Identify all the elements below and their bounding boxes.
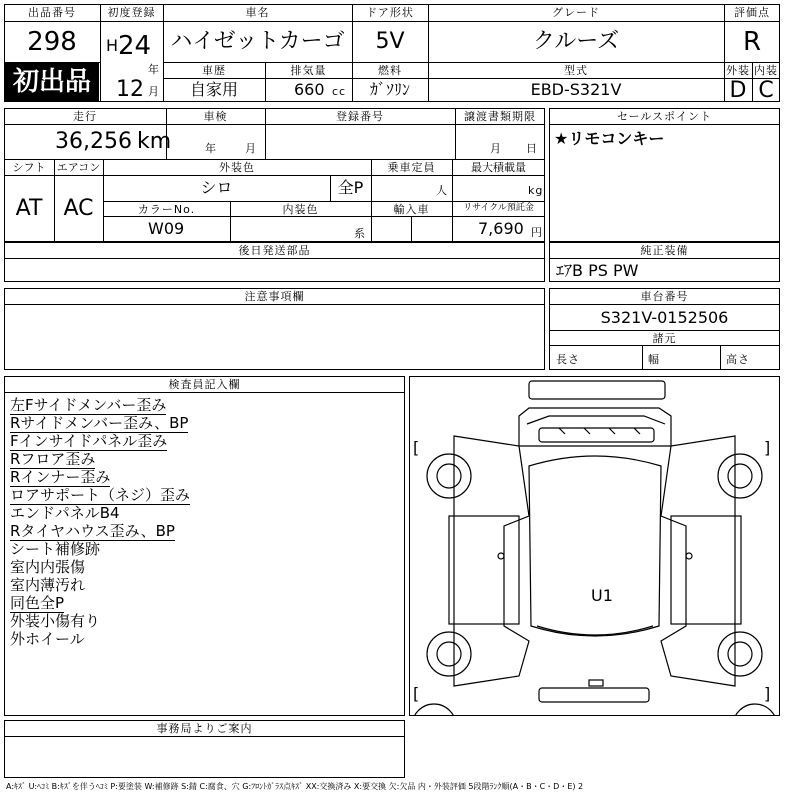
grade-label: グレード: [552, 6, 600, 19]
door-label: ドア形状: [366, 6, 414, 19]
divider: [4, 258, 545, 259]
divider: [549, 345, 780, 346]
model: EBD-S321V: [530, 80, 622, 99]
max-load-unit: kg: [528, 184, 544, 197]
sales-point: ★リモコンキー: [554, 129, 665, 148]
divider: [549, 304, 780, 305]
year-unit: 年: [148, 63, 160, 76]
capacity-label: 乗車定員: [387, 161, 436, 174]
remark-item: シート補修跡: [10, 540, 101, 558]
lot-no-label: 出品番号: [28, 6, 76, 19]
ext-color: シロ: [200, 178, 233, 197]
divider: [103, 201, 545, 202]
grade: クルーズ: [532, 29, 620, 54]
divider: [4, 124, 545, 125]
divider: [103, 216, 545, 217]
divider: [4, 392, 405, 393]
history-label: 車歴: [202, 64, 226, 77]
displacement: 660: [294, 80, 325, 99]
month-unit: 月: [148, 85, 160, 98]
first-reg-label: 初度登録: [107, 6, 156, 19]
color-no: W09: [148, 219, 185, 238]
remark-item: エンドパネルB4: [10, 504, 120, 522]
color-no-label: カラーNo.: [137, 203, 196, 216]
shift: AT: [15, 196, 43, 221]
inspector-label: 検査員記入欄: [168, 378, 241, 391]
width-label: 幅: [648, 353, 660, 366]
remark-item: Rサイドメンバー歪み、BP: [10, 414, 189, 432]
length-label: 長さ: [556, 353, 580, 366]
divider: [549, 330, 780, 331]
divider: [4, 175, 545, 176]
displacement-label: 排気量: [290, 64, 327, 77]
shift-label: シフト: [12, 161, 46, 174]
divider: [100, 4, 101, 102]
history: 自家用: [189, 80, 238, 99]
car-diagram: [409, 376, 780, 716]
recycle-fee: 7,690: [478, 219, 524, 238]
reg-no-label: 登録番号: [336, 110, 384, 123]
car-name: ハイゼットカーゴ: [170, 29, 345, 54]
bracket-right: ]: [764, 438, 771, 457]
capacity-unit: 人: [436, 184, 448, 197]
divider: [720, 345, 721, 370]
interior-label: 内装: [754, 64, 778, 77]
dimensions-label: 諸元: [652, 332, 677, 345]
divider: [163, 62, 780, 63]
reg-month: 12: [116, 77, 144, 102]
bracket-left: [: [413, 438, 420, 457]
ac: AC: [63, 196, 94, 221]
divider: [4, 736, 405, 737]
era: H: [106, 36, 119, 55]
score-label: 評価点: [734, 6, 770, 19]
exterior-grade: D: [729, 78, 747, 103]
transfer-deadline-label: 譲渡書類期限: [464, 110, 536, 123]
fuel-label: 燃料: [378, 64, 402, 77]
score: R: [742, 27, 762, 57]
bracket-right-lower: ]: [764, 684, 771, 703]
int-color-unit: 系: [354, 227, 366, 240]
remark-item: 左Fサイドメンバー歪み: [10, 396, 167, 414]
chassis-no: S321V-0152506: [600, 308, 729, 327]
divider: [411, 216, 412, 242]
equipment: ｴｱB PS PW: [556, 261, 639, 280]
chassis-label: 車台番号: [640, 290, 689, 303]
model-label: 型式: [564, 64, 588, 77]
mileage-label: 走行: [73, 110, 97, 123]
mileage: 36,256: [55, 129, 132, 154]
divider: [163, 78, 724, 79]
mileage-unit: km: [137, 129, 172, 154]
legend: A:ｷｽﾞ U:ﾍｺﾐ B:ｷｽﾞを伴うﾍｺﾐ P:要塗装 W:補修跡 S:錆 C:腐食、穴 G:ﾌﾛﾝﾄｶﾞﾗｽ点ｷｽﾞ XX:交換済み X:要交換 欠:欠品 内・外装評価 5段階ﾗﾝｸ順(A・B・C・D・E) 2: [6, 782, 584, 791]
fuel: ｶﾞｿﾘﾝ: [369, 80, 410, 99]
all-paint: 全P: [337, 178, 364, 197]
equipment-label: 純正装備: [640, 244, 689, 257]
reg-year: 24: [118, 31, 152, 61]
inspection-month-unit: 月: [245, 142, 257, 155]
inspection-year-unit: 年: [205, 142, 217, 155]
recycle-label: リサイクル預託金: [463, 203, 534, 213]
transfer-day-unit: 日: [526, 142, 538, 155]
bracket-left-lower: [: [413, 684, 420, 703]
remark-item: 同色全P: [10, 594, 65, 612]
height-label: 高さ: [726, 353, 750, 366]
interior-grade: C: [758, 78, 774, 103]
divider: [549, 124, 780, 125]
notes-label: 注意事項欄: [244, 290, 305, 303]
name-label: 車名: [245, 6, 270, 19]
displacement-unit: cc: [332, 85, 347, 98]
transfer-month-unit: 月: [490, 142, 502, 155]
remark-item: ロアサポート（ネジ）歪み: [10, 486, 191, 504]
sales-point-label: セールスポイント: [616, 110, 712, 123]
damage-mark-u1: U1: [591, 586, 613, 605]
inspection-label: 車検: [203, 110, 228, 123]
remark-item: Rインナー歪み: [10, 468, 111, 486]
ext-color-label: 外装色: [219, 161, 255, 174]
max-load-label: 最大積載量: [471, 161, 526, 174]
int-color-label: 内装色: [282, 203, 319, 216]
remark-item: Rタイヤハウス歪み、BP: [10, 522, 175, 540]
divider: [642, 345, 643, 370]
remark-item: 室内内張傷: [10, 558, 86, 576]
divider: [4, 159, 545, 160]
lot-no: 298: [27, 27, 77, 57]
remark-item: 外ホイール: [10, 630, 85, 648]
first-listing-text: 初出品: [12, 67, 91, 97]
remark-item: 室内薄汚れ: [10, 576, 86, 594]
recycle-unit: 円: [531, 226, 543, 239]
later-parts-label: 後日発送部品: [238, 244, 311, 257]
remark-item: 外装小傷有り: [10, 612, 101, 630]
remark-item: Fインサイドパネル歪み: [10, 432, 168, 450]
divider: [549, 258, 780, 259]
door: 5V: [375, 29, 405, 54]
import-label: 輸入車: [393, 203, 430, 216]
office-label: 事務局よりご案内: [156, 722, 253, 735]
divider: [4, 21, 780, 22]
divider: [4, 304, 545, 305]
exterior-label: 外装: [726, 64, 750, 77]
remark-item: Rフロア歪み: [10, 450, 96, 468]
ac-label: エアコン: [56, 161, 101, 174]
